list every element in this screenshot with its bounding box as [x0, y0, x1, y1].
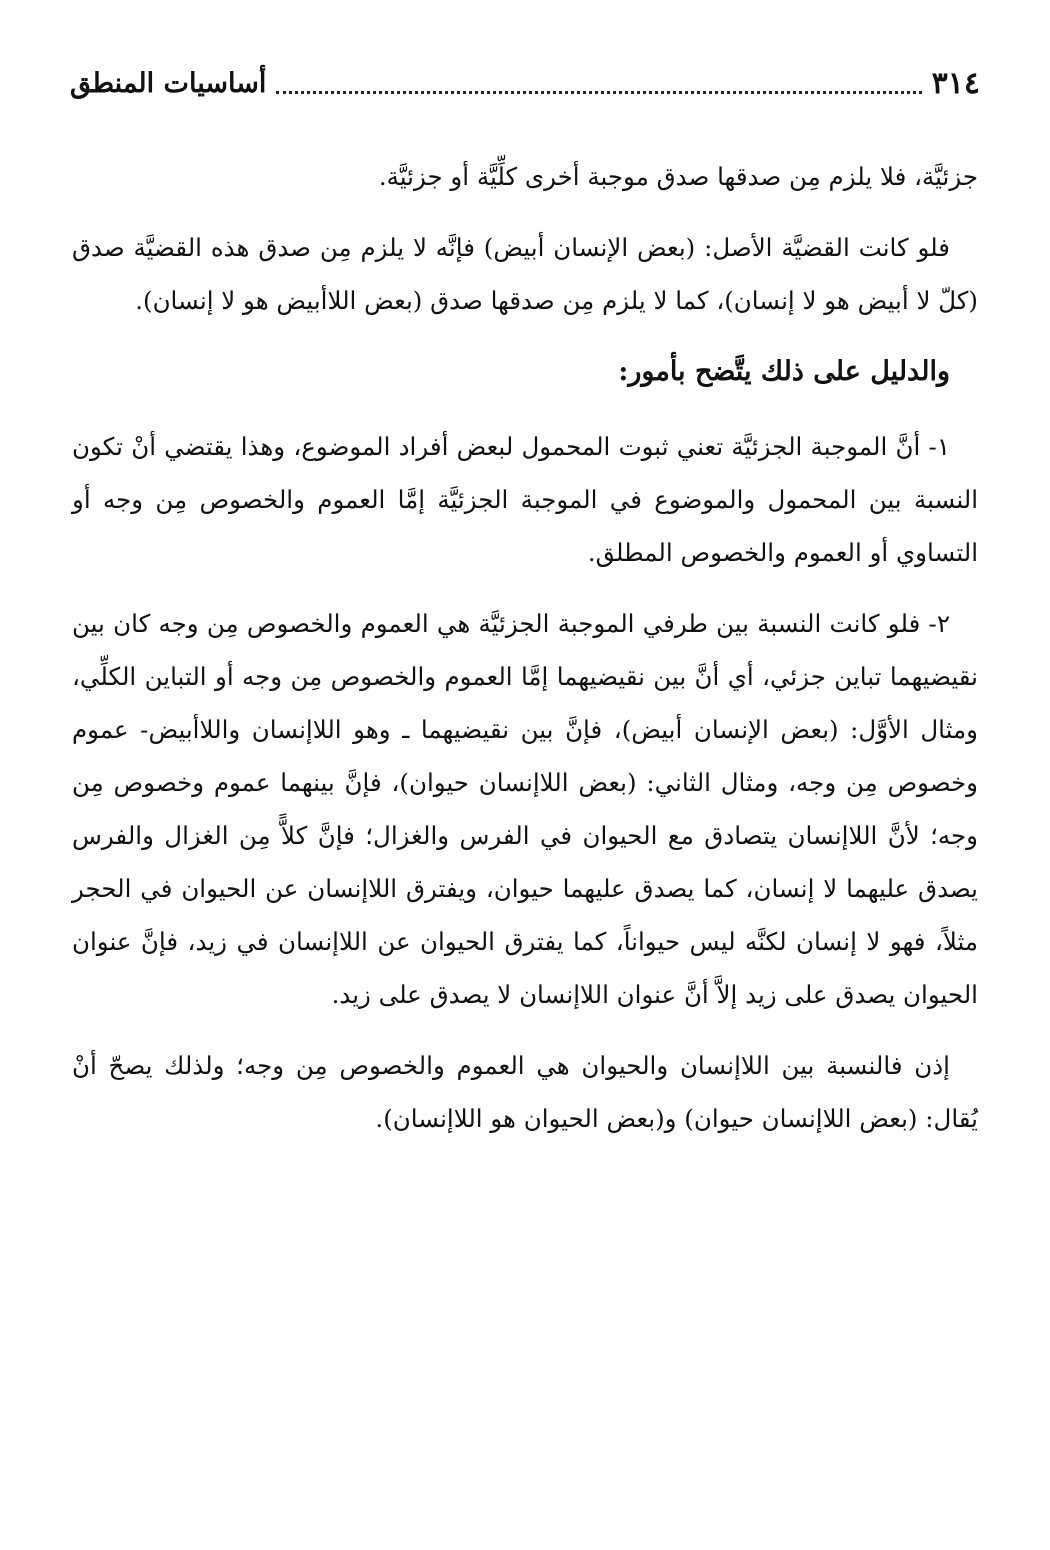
book-title: أساسيات المنطق — [70, 67, 267, 99]
section-heading: والدليل على ذلك يتَّضح بأمور: — [618, 356, 950, 387]
paragraph-example: فلو كانت القضيَّة الأصل: (بعض الإنسان أبيض) فإنَّه لا يلزم مِن صدق هذه القضيَّة صدق (كلّ لا أبيض هو لا إنسان)، كما لا يلزم مِن صدقها صدق (بعض اللاأبيض هو لا إنسان). — [72, 233, 978, 315]
page-body — [72, 150, 978, 1163]
paragraph-continuation: جزئيَّة، فلا يلزم مِن صدقها صدق موجبة أخرى كلِّيَّة أو جزئيَّة. — [378, 162, 978, 191]
header-dotted-line — [276, 73, 921, 94]
page-header — [70, 58, 980, 108]
paragraph-point-1: ١- أنَّ الموجبة الجزئيَّة تعني ثبوت المحمول لبعض أفراد الموضوع، وهذا يقتضي أنْ تكون النسبة بين المحمول والموضوع في الموجبة الجزئيَّة إمَّا العموم والخصوص مِن وجه أو التساوي أو العموم والخصوص المطلق. — [72, 432, 978, 567]
paragraph-conclusion: إذن فالنسبة بين اللاإنسان والحيوان هي العموم والخصوص مِن وجه؛ ولذلك يصحّ أنْ يُقال: (بعض اللاإنسان حيوان) و(بعض الحيوان هو اللاإنسان). — [72, 1051, 978, 1133]
page-number: ٣١٤ — [931, 65, 980, 101]
paragraph-point-2: ٢- فلو كانت النسبة بين طرفي الموجبة الجزئيَّة هي العموم والخصوص مِن وجه كان بين نقيضيهما تباين جزئي، أي أنَّ بين نقيضيهما إمَّا العموم والخصوص مِن وجه أو التباين الكلِّي، ومثال الأوَّل: (بعض الإنسان أبيض)، فإنَّ بين نقيضيهما ـ وهو اللاإنسان واللاأبيض- عموم وخصوص مِن وجه، ومثال الثاني: (بعض اللاإنسان حيوان)، فإنَّ بينهما عموم وخصوص مِن وجه؛ لأنَّ اللاإنسان يتصادق مع الحيوان في الفرس والغزال؛ فإنَّ كلاًّ مِن الغزال والفرس يصدق عليهما لا إنسان، كما يصدق عليهما حيوان، ويفترق اللاإنسان عن الحيوان في الحجر مثلاً، فهو لا إنسان لكنَّه ليس حيواناً، كما يفترق الحيوان عن اللاإنسان في زيد، فإنَّ عنوان الحيوان يصدق على زيد إلاَّ أنَّ عنوان اللاإنسان لا يصدق على زيد. — [72, 609, 978, 1009]
